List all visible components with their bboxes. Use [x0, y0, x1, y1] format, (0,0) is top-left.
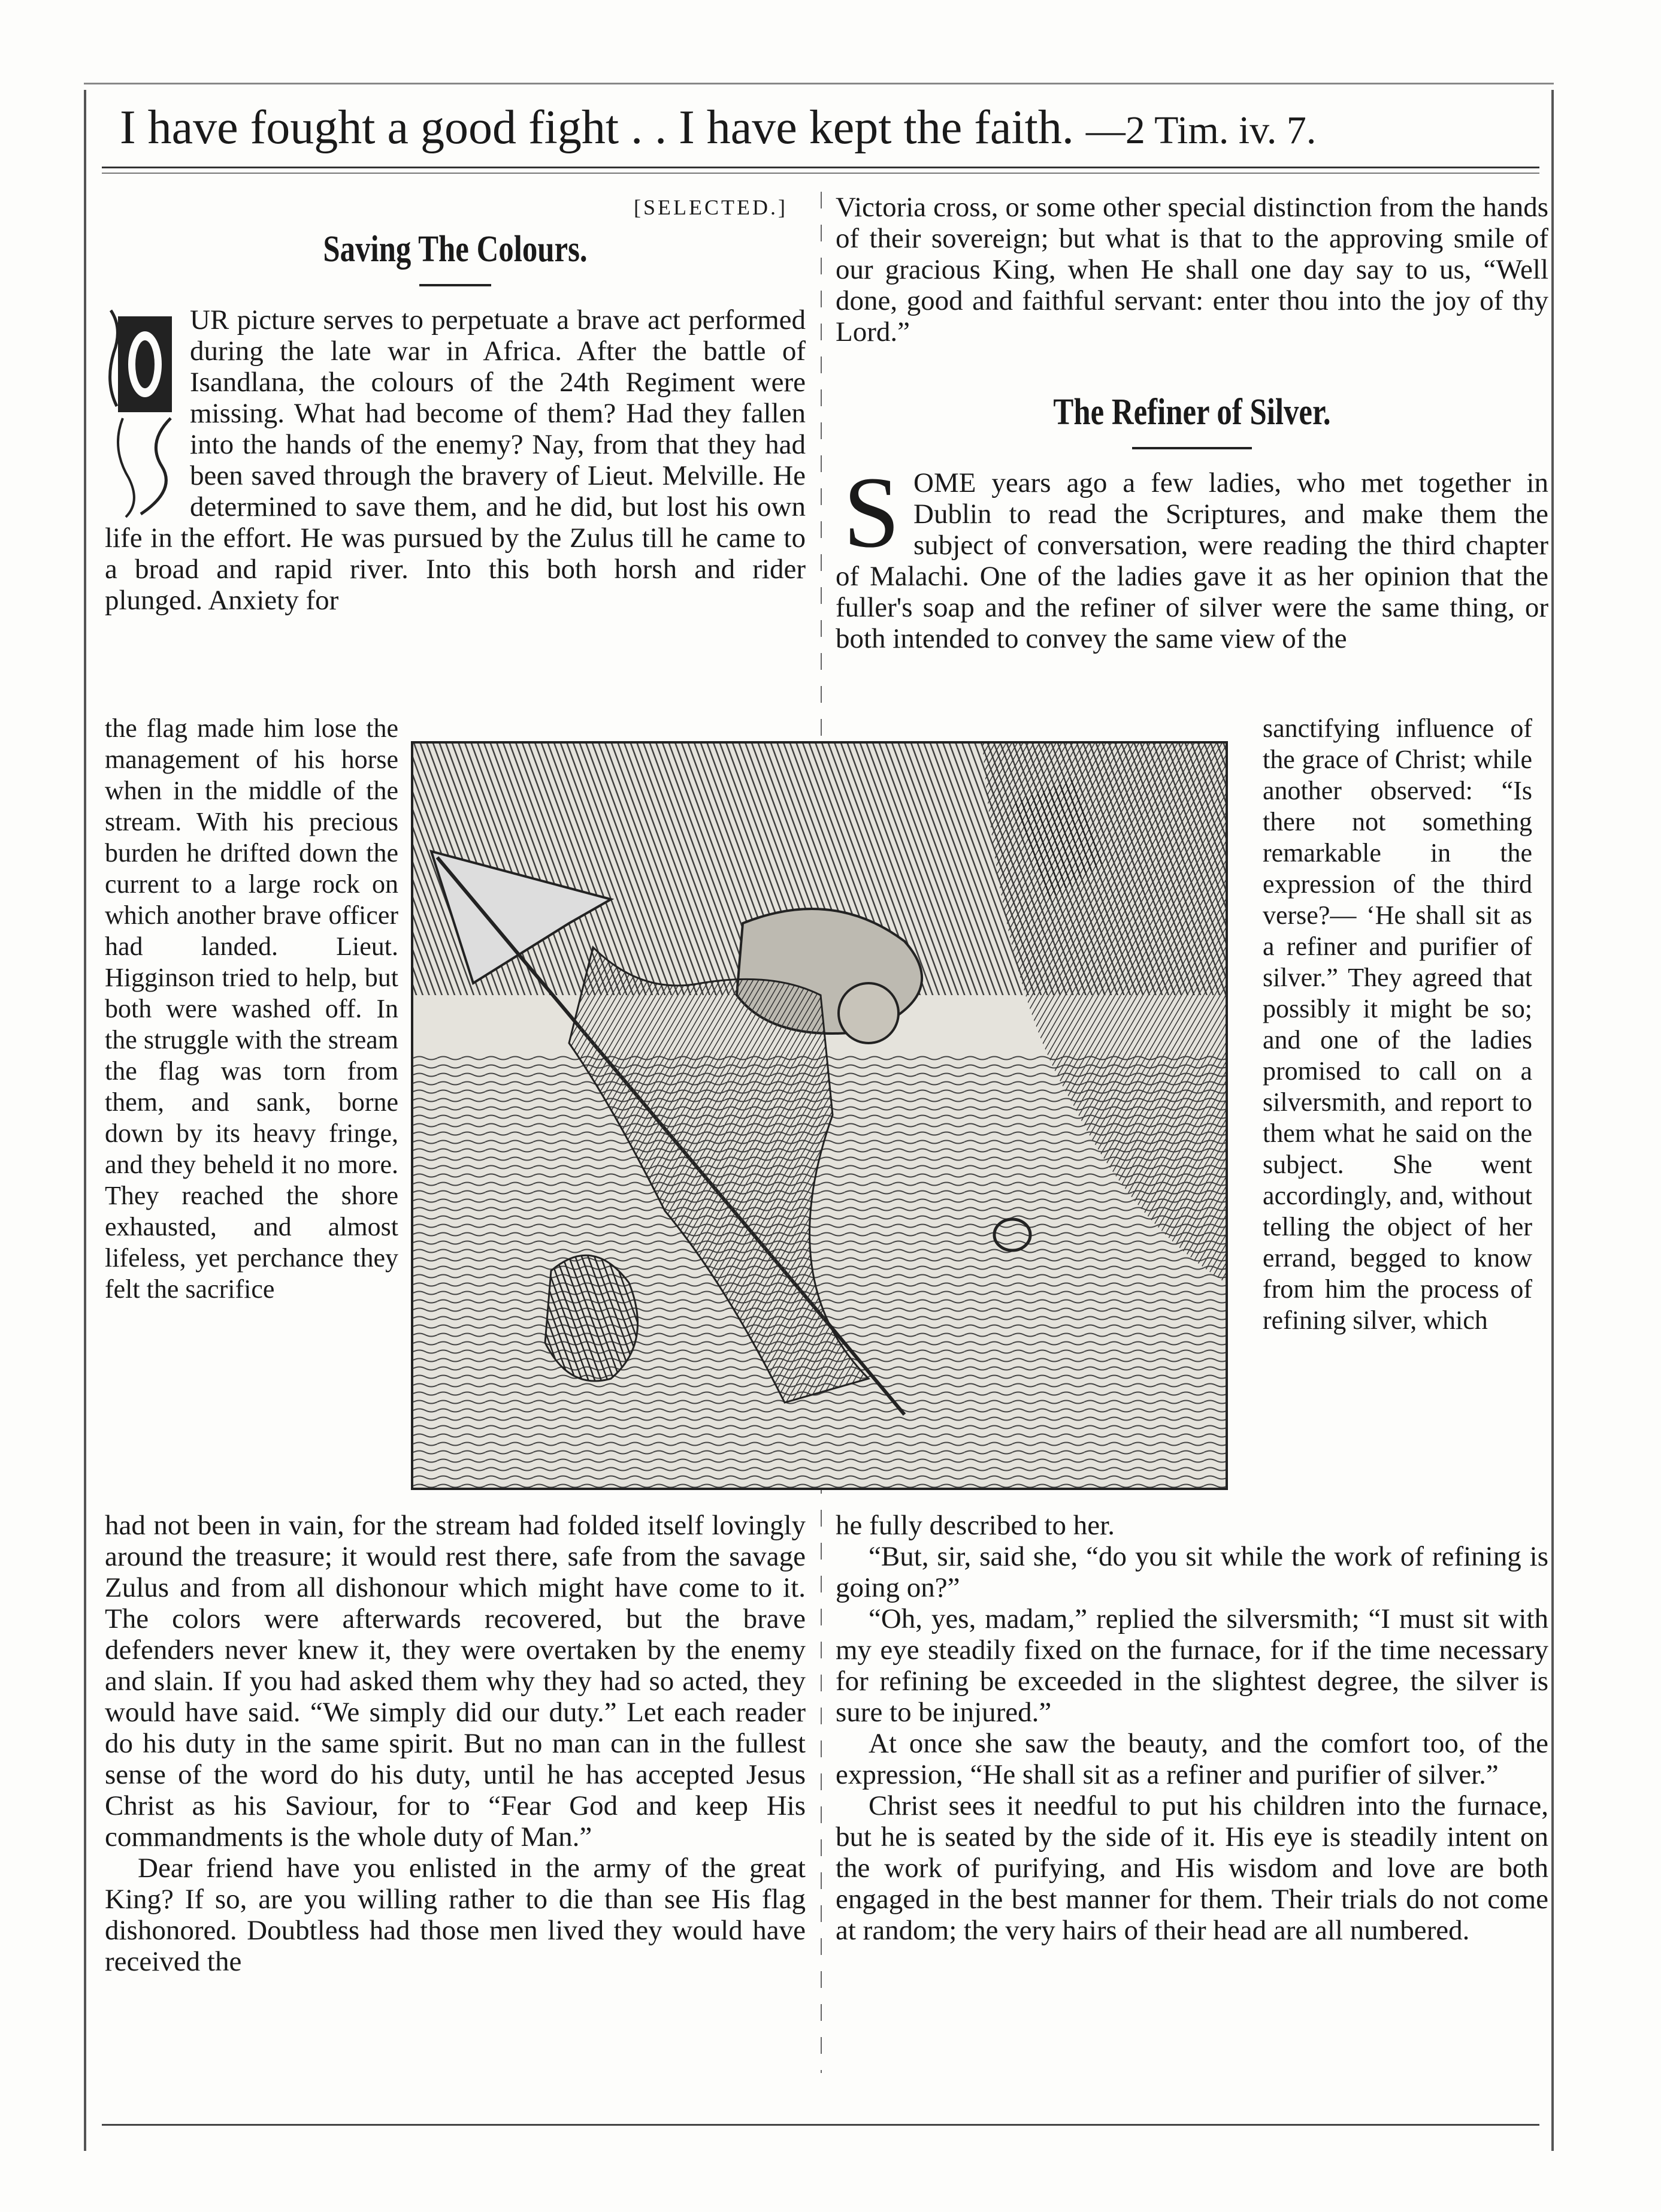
article-refiner-continued — [836, 1510, 1548, 1946]
article-saving-colours-flow — [105, 713, 398, 1305]
selected-tag: [SELECTED.] — [634, 195, 788, 219]
title-rule — [419, 284, 491, 286]
footer-rule — [102, 2124, 1539, 2126]
header-rule-2 — [102, 173, 1539, 174]
article-title: Saving The Colours. — [323, 229, 588, 270]
article-saving-colours — [105, 192, 806, 616]
refiner-p4: At once she saw the beauty, and the comfort too, of the expression, “He shall sit as a refiner and purifier of silver.” — [836, 1728, 1548, 1790]
refiner-flow-text: sanctifying influence of the grace of Christ; while another observed: “Is there not something remarkable in the expression of the third verse?— ‘He shall sit as a refiner and purifier of silver.” They agreed that possibly it might be so; and one of the ladies promised to call on a silversmith, and report to them what he said on the subject. She went accordingly, and, without telling the object of her errand, begged to know from him the process of refining silver, which — [1263, 714, 1532, 1335]
refiner-intro: OME years ago a few ladies, who met together in Dublin to read the Scriptures, and make them the subject of conversation, were reading the third chapter of Malachi. One of the ladies gave it as her opinion that the fuller's soap and the refiner of silver were the same thing, or both intended to convey the same view of the — [836, 467, 1548, 654]
page-header — [120, 95, 1533, 161]
refiner-p5: Christ sees it needful to put his children into the furnace, but he is seated by the side of it. His eye is steadily intent on the work of purifying, and His wisdom and love are both engaged in the best manner for them. Their trials do not come at random; the very hairs of their head are all numbered. — [836, 1790, 1548, 1946]
article-intro: UR picture serves to perpetuate a brave act performed during the late war in Africa. After the battle of Isandlana, the colours of the 24th Regiment were missing. What had become of them? Had they fallen into the hands of the enemy? Nay, from that they had been saved through the bravery of Lieut. Melville. He determined to save them, and he did, but lost his own life in the effort. He was pursued by the Zulus till he came to a broad and rapid river. Into this both horsh and rider plunged. Anxiety for — [105, 304, 806, 616]
refiner-p3: “Oh, yes, madam,” replied the silversmith; “I must sit with my eye steadily fixed on the furnace, for if the time necessary for refining be exceeded in the slightest degree, the silver is sure to be injured.” — [836, 1603, 1548, 1728]
left-border — [84, 90, 86, 2151]
top-border — [84, 83, 1554, 84]
engraving-illustration — [411, 741, 1228, 1490]
header-rule — [102, 167, 1539, 168]
article-saving-colours-continued — [105, 1510, 806, 1977]
refiner-p1: he fully described to her. — [836, 1510, 1115, 1541]
article-title-refiner: The Refiner of Silver. — [1053, 392, 1331, 433]
continuation-text: Victoria cross, or some other special distinction from the hands of their sovereign; but what is that to the approving smile of our gracious King, when He shall one day say to us, “Well done, good and faithful servant: enter thou into the joy of thy Lord.” — [836, 192, 1548, 347]
right-border — [1551, 90, 1554, 2151]
article-refiner-flow — [1263, 713, 1532, 1336]
continued-text: had not been in vain, for the stream had folded itself lovingly around the treasure; it would rest there, safe from the savage Zulus and from all dishonour which might have come to it. The colors were afterwards recovered, but the brave defenders never knew it, they were overtaken by the enemy and slain. If you had asked them why they had so acted, they would have said. “We simply did our duty.” Let each reader do his duty in the same spirit. But no man can in the fullest sense of the word do his duty, until he has accepted Jesus Christ as his Saviour, for to “Fear God and keep His commandments is the whole duty of Man.” — [105, 1510, 806, 1853]
closing-text: Dear friend have you enlisted in the army of the great King? If so, are you willing rather to die than see His flag dishonored. Doubtless had those men lived they would have received the — [105, 1853, 806, 1977]
header-quote: I have fought a good fight . . I have kept the faith. — [120, 101, 1074, 154]
ornamental-dropcap — [105, 304, 183, 520]
refiner-p2: “But, sir, said she, “do you sit while the work of refining is going on?” — [836, 1541, 1548, 1603]
dropcap-s — [836, 456, 907, 569]
header-reference: —2 Tim. iv. 7. — [1085, 108, 1317, 152]
flow-text: the flag made him lose the management of his horse when in the middle of the stream. With his precious burden he drifted down the current to a large rock on which another brave officer had landed. Lieut. Higginson tried to help, but both were washed off. In the struggle with the stream the flag was torn from them, and sank, borne down by its heavy fringe, and they beheld it no more. They reached the shore exhausted, and almost lifeless, yet perchance they felt the sacrifice — [105, 714, 398, 1304]
dropcap-letter-s: S — [843, 456, 900, 569]
title-rule-refiner — [1132, 447, 1252, 449]
article-refiner-of-silver — [836, 192, 1548, 654]
